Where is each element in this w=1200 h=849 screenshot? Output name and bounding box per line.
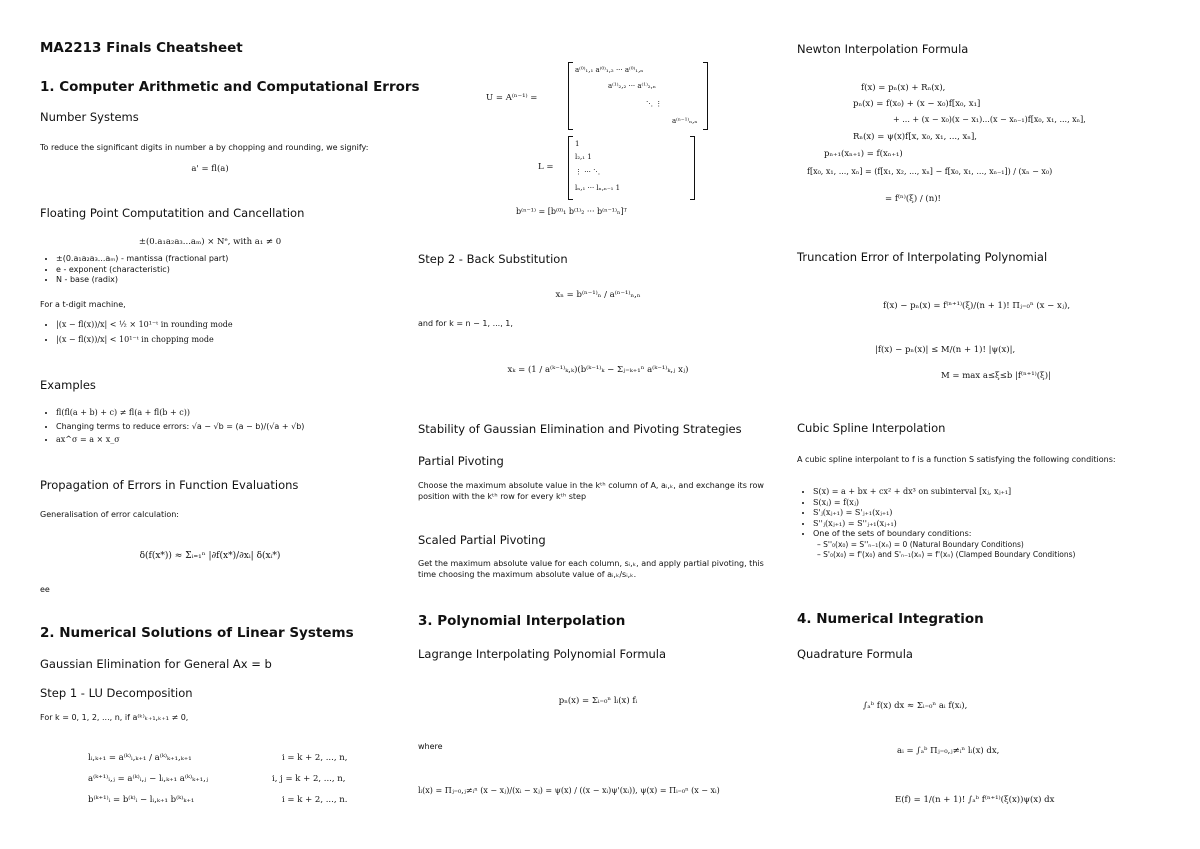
l-row-3: ⋮ ··· ⋱: [575, 168, 601, 176]
floating-point-heading: Floating Point Computatition and Cancellation: [40, 206, 305, 220]
where-text: where: [418, 742, 443, 751]
partial-pivoting-heading: Partial Pivoting: [418, 454, 504, 468]
scaled-pivoting-text: Get the maximum absolute value for each column, sᵢ,ₖ, and apply partial pivoting, this time choosing the maximum absolute value of aᵢ,ₖ/sᵢ,ₖ.: [418, 559, 764, 579]
example-bullet: • ax^σ = a × x_σ: [56, 435, 380, 446]
u-row-4: a⁽ⁿ⁻¹⁾ₙ,ₙ: [672, 117, 698, 125]
l-left-bracket: [568, 136, 573, 200]
spline-bullet: • One of the sets of boundary conditions:: [813, 529, 1162, 540]
u-row-3: ⋱ ⋮: [646, 100, 663, 108]
newton-line-1: f(x) = pₙ(x) + Rₙ(x),: [861, 83, 946, 93]
back-sub-formula-2: xₖ = (1 / a⁽ᵏ⁻¹⁾ₖ,ₖ)(b⁽ᵏ⁻¹⁾ₖ − Σⱼ₌ₖ₊₁ⁿ a⁽ᵏ⁻¹⁾ₖ,ⱼ xⱼ): [507, 365, 689, 375]
spline-text: A cubic spline interpolant to f is a function S satisfying the following conditions:: [797, 455, 1116, 464]
floating-bullet: • ±(0.a₁a₂a₃...aₘ) - mantissa (fractional part): [56, 254, 380, 265]
l-right-bracket: [690, 136, 695, 200]
truncation-line-3: M = max a≤ξ≤b |f⁽ⁿ⁺¹⁾(ξ)|: [941, 371, 1051, 381]
b-vector: b⁽ⁿ⁻¹⁾ = [b⁽⁰⁾₁ b⁽¹⁾₂ ··· b⁽ⁿ⁻¹⁾ₙ]ᵀ: [516, 207, 627, 216]
stability-heading: Stability of Gaussian Elimination and Pivoting Strategies: [418, 422, 742, 436]
floating-formula: ±(0.a₁a₂a₃...aₘ) × Nᵉ, with a₁ ≠ 0: [138, 237, 282, 247]
lu-eq-1: lᵢ,ₖ₊₁ = a⁽ᵏ⁾ᵢ,ₖ₊₁ / a⁽ᵏ⁾ₖ₊₁,ₖ₊₁: [88, 753, 192, 763]
newton-line-4: Rₙ(x) = ψ(x)f[x, x₀, x₁, ..., xₙ],: [853, 132, 977, 142]
propagation-heading: Propagation of Errors in Function Evaluations: [40, 478, 299, 492]
example-bullet: • fl(fl(a + b) + c) ≠ fl(a + fl(b + c)): [56, 408, 380, 419]
l-matrix-label: L =: [538, 162, 554, 172]
section-1-heading: 1. Computer Arithmetic and Computational Errors: [40, 79, 420, 95]
newton-line-7: = f⁽ⁿ⁾(ξ) / (n)!: [885, 194, 941, 204]
gaussian-heading: Gaussian Elimination for General Ax = b: [40, 657, 272, 671]
quadrature-line-1: ∫ₐᵇ f(x) dx ≈ Σᵢ₌₀ⁿ aᵢ f(xᵢ),: [863, 701, 968, 711]
ee-note: ee: [40, 585, 50, 594]
number-systems-heading: Number Systems: [40, 110, 139, 124]
lagrange-heading: Lagrange Interpolating Polynomial Formula: [418, 647, 667, 661]
u-row-1: a⁽⁰⁾₁,₁ a⁽⁰⁾₁,₂ ··· a⁽⁰⁾₁,ₙ: [575, 66, 644, 74]
floating-bullet: • e - exponent (characteristic): [56, 265, 380, 276]
example-bullet: • Changing terms to reduce errors: √a − √b = (a − b)/(√a + √b): [56, 422, 380, 433]
back-sub-formula-1: xₙ = b⁽ⁿ⁻¹⁾ₙ / a⁽ⁿ⁻¹⁾ₙ,ₙ: [555, 290, 641, 300]
l-row-4: lₙ,₁ ··· lₙ,ₙ₋₁ 1: [575, 184, 621, 192]
newton-heading: Newton Interpolation Formula: [797, 42, 969, 56]
boundary-natural: – S''₀(x₀) = S''ₙ₋₁(xₙ) = 0 (Natural Boundary Conditions): [817, 540, 1162, 551]
number-systems-text: To reduce the significant digits in number a by chopping and rounding, we signify:: [40, 143, 369, 152]
lu-eq-2: a⁽ᵏ⁺¹⁾ᵢ,ⱼ = a⁽ᵏ⁾ᵢ,ⱼ − lᵢ,ₖ₊₁ a⁽ᵏ⁾ₖ₊₁,ⱼ: [88, 774, 209, 784]
lu-range-3: i = k + 2, ..., n.: [282, 795, 348, 805]
u-matrix-label: U = A⁽ⁿ⁻¹⁾ =: [486, 93, 538, 103]
floating-bullets: [40, 254, 380, 286]
u-right-bracket: [703, 62, 708, 130]
spline-bullet: • S(xⱼ) = f(xⱼ): [813, 498, 1162, 509]
truncation-heading: Truncation Error of Interpolating Polynomial: [797, 250, 1048, 264]
propagation-text: Generalisation of error calculation:: [40, 510, 179, 519]
section-2-heading: 2. Numerical Solutions of Linear Systems: [40, 625, 354, 641]
step1-text: For k = 0, 1, 2, ..., n, if a⁽ᵏ⁾ₖ₊₁,ₖ₊₁ ≠ 0,: [40, 713, 189, 722]
fl-formula: a' = fl(a): [191, 164, 229, 174]
quadrature-line-3: E(f) = 1/(n + 1)! ∫ₐᵇ f⁽ⁿ⁺¹⁾(ξ(x))ψ(x) dx: [895, 795, 1055, 805]
section-3-heading: 3. Polynomial Interpolation: [418, 613, 626, 629]
spline-heading: Cubic Spline Interpolation: [797, 421, 946, 435]
examples-bullets: [40, 408, 380, 446]
page-title: MA2213 Finals Cheatsheet: [40, 40, 243, 56]
spline-bullet: • S''ⱼ(xⱼ₊₁) = S''ⱼ₊₁(xⱼ₊₁): [813, 519, 1162, 530]
quadrature-line-2: aᵢ = ∫ₐᵇ Πⱼ₌₀,ⱼ≠ᵢⁿ lᵢ(x) dx,: [897, 746, 1000, 756]
propagation-formula: δ(f(x*)) ≈ Σᵢ₌₁ⁿ |∂f(x*)/∂xᵢ| δ(xᵢ*): [139, 551, 281, 561]
truncation-line-2: |f(x) − pₙ(x)| ≤ M/(n + 1)! |ψ(x)|,: [875, 345, 1016, 355]
partial-pivoting-text: Choose the maximum absolute value in the kᵗʰ column of A, aᵢ,ₖ, and exchange its row position with the kᵗʰ row for every kᵗʰ step: [418, 481, 764, 501]
scaled-pivoting-heading: Scaled Partial Pivoting: [418, 533, 546, 547]
lagrange-formula: pₙ(x) = Σᵢ₌₀ⁿ lᵢ(x) fᵢ: [558, 696, 638, 706]
boundary-clamped: – S'₀(x₀) = f'(x₀) and S'ₙ₋₁(xₙ) = f'(xₙ) (Clamped Boundary Conditions): [817, 550, 1162, 561]
spline-bullet: • S(x) = a + bx + cx² + dx³ on subinterval [xⱼ, xⱼ₊₁]: [813, 487, 1162, 498]
floating-bullet: • N - base (radix): [56, 275, 380, 286]
step2-heading: Step 2 - Back Substitution: [418, 252, 568, 266]
spline-bullet: • S'ⱼ(xⱼ₊₁) = S'ⱼ₊₁(xⱼ₊₁): [813, 508, 1162, 519]
u-row-2: a⁽¹⁾₂,₂ ··· a⁽¹⁾₂,ₙ: [608, 82, 656, 90]
lu-range-1: i = k + 2, ..., n,: [282, 753, 348, 763]
lu-eq-3: b⁽ᵏ⁺¹⁾ᵢ = b⁽ᵏ⁾ᵢ − lᵢ,ₖ₊₁ b⁽ᵏ⁾ₖ₊₁: [88, 795, 195, 805]
t-digit-text: For a t-digit machine,: [40, 300, 126, 309]
step1-heading: Step 1 - LU Decomposition: [40, 686, 193, 700]
basis-formula: lᵢ(x) = Πⱼ₌₀,ⱼ≠ᵢⁿ (x − xⱼ)/(xᵢ − xⱼ) = ψ(x) / ((x − xᵢ)ψ'(xᵢ)), ψ(x) = Πᵢ₌₀ⁿ (x − xᵢ): [418, 786, 720, 795]
lu-range-2: i, j = k + 2, ..., n,: [272, 774, 346, 784]
chopping-bound: • |(x − fl(x))/x| < 10¹⁻ᵗ in chopping mode: [56, 335, 380, 346]
newton-line-5: pₙ₊₁(xₙ₊₁) = f(xₙ₊₁): [824, 149, 903, 159]
examples-heading: Examples: [40, 378, 96, 392]
truncation-line-1: f(x) − pₙ(x) = f⁽ⁿ⁺¹⁾(ξ)/(n + 1)! Πⱼ₌₀ⁿ (x − xⱼ),: [883, 301, 1071, 311]
section-4-heading: 4. Numerical Integration: [797, 611, 984, 627]
error-bounds: [40, 320, 380, 345]
rounding-bound: • |(x − fl(x))/x| < ½ × 10¹⁻ᵗ in rounding mode: [56, 320, 380, 331]
newton-line-2: pₙ(x) = f(x₀) + (x − x₀)f[x₀, x₁]: [853, 99, 981, 109]
newton-line-6: f[x₀, x₁, ..., xₙ] = (f[x₁, x₂, ..., xₙ] − f[x₀, x₁, ..., xₙ₋₁]) / (xₙ − x₀): [807, 167, 1053, 176]
spline-conditions: [797, 487, 1162, 561]
l-row-1: 1: [575, 140, 580, 148]
u-left-bracket: [568, 62, 573, 130]
step2-text: and for k = n − 1, ..., 1,: [418, 319, 513, 328]
quadrature-heading: Quadrature Formula: [797, 647, 913, 661]
l-row-2: l₂,₁ 1: [575, 153, 592, 161]
newton-line-3: + ... + (x − x₀)(x − x₁)...(x − xₙ₋₁)f[x₀, x₁, ..., xₙ],: [893, 115, 1086, 124]
